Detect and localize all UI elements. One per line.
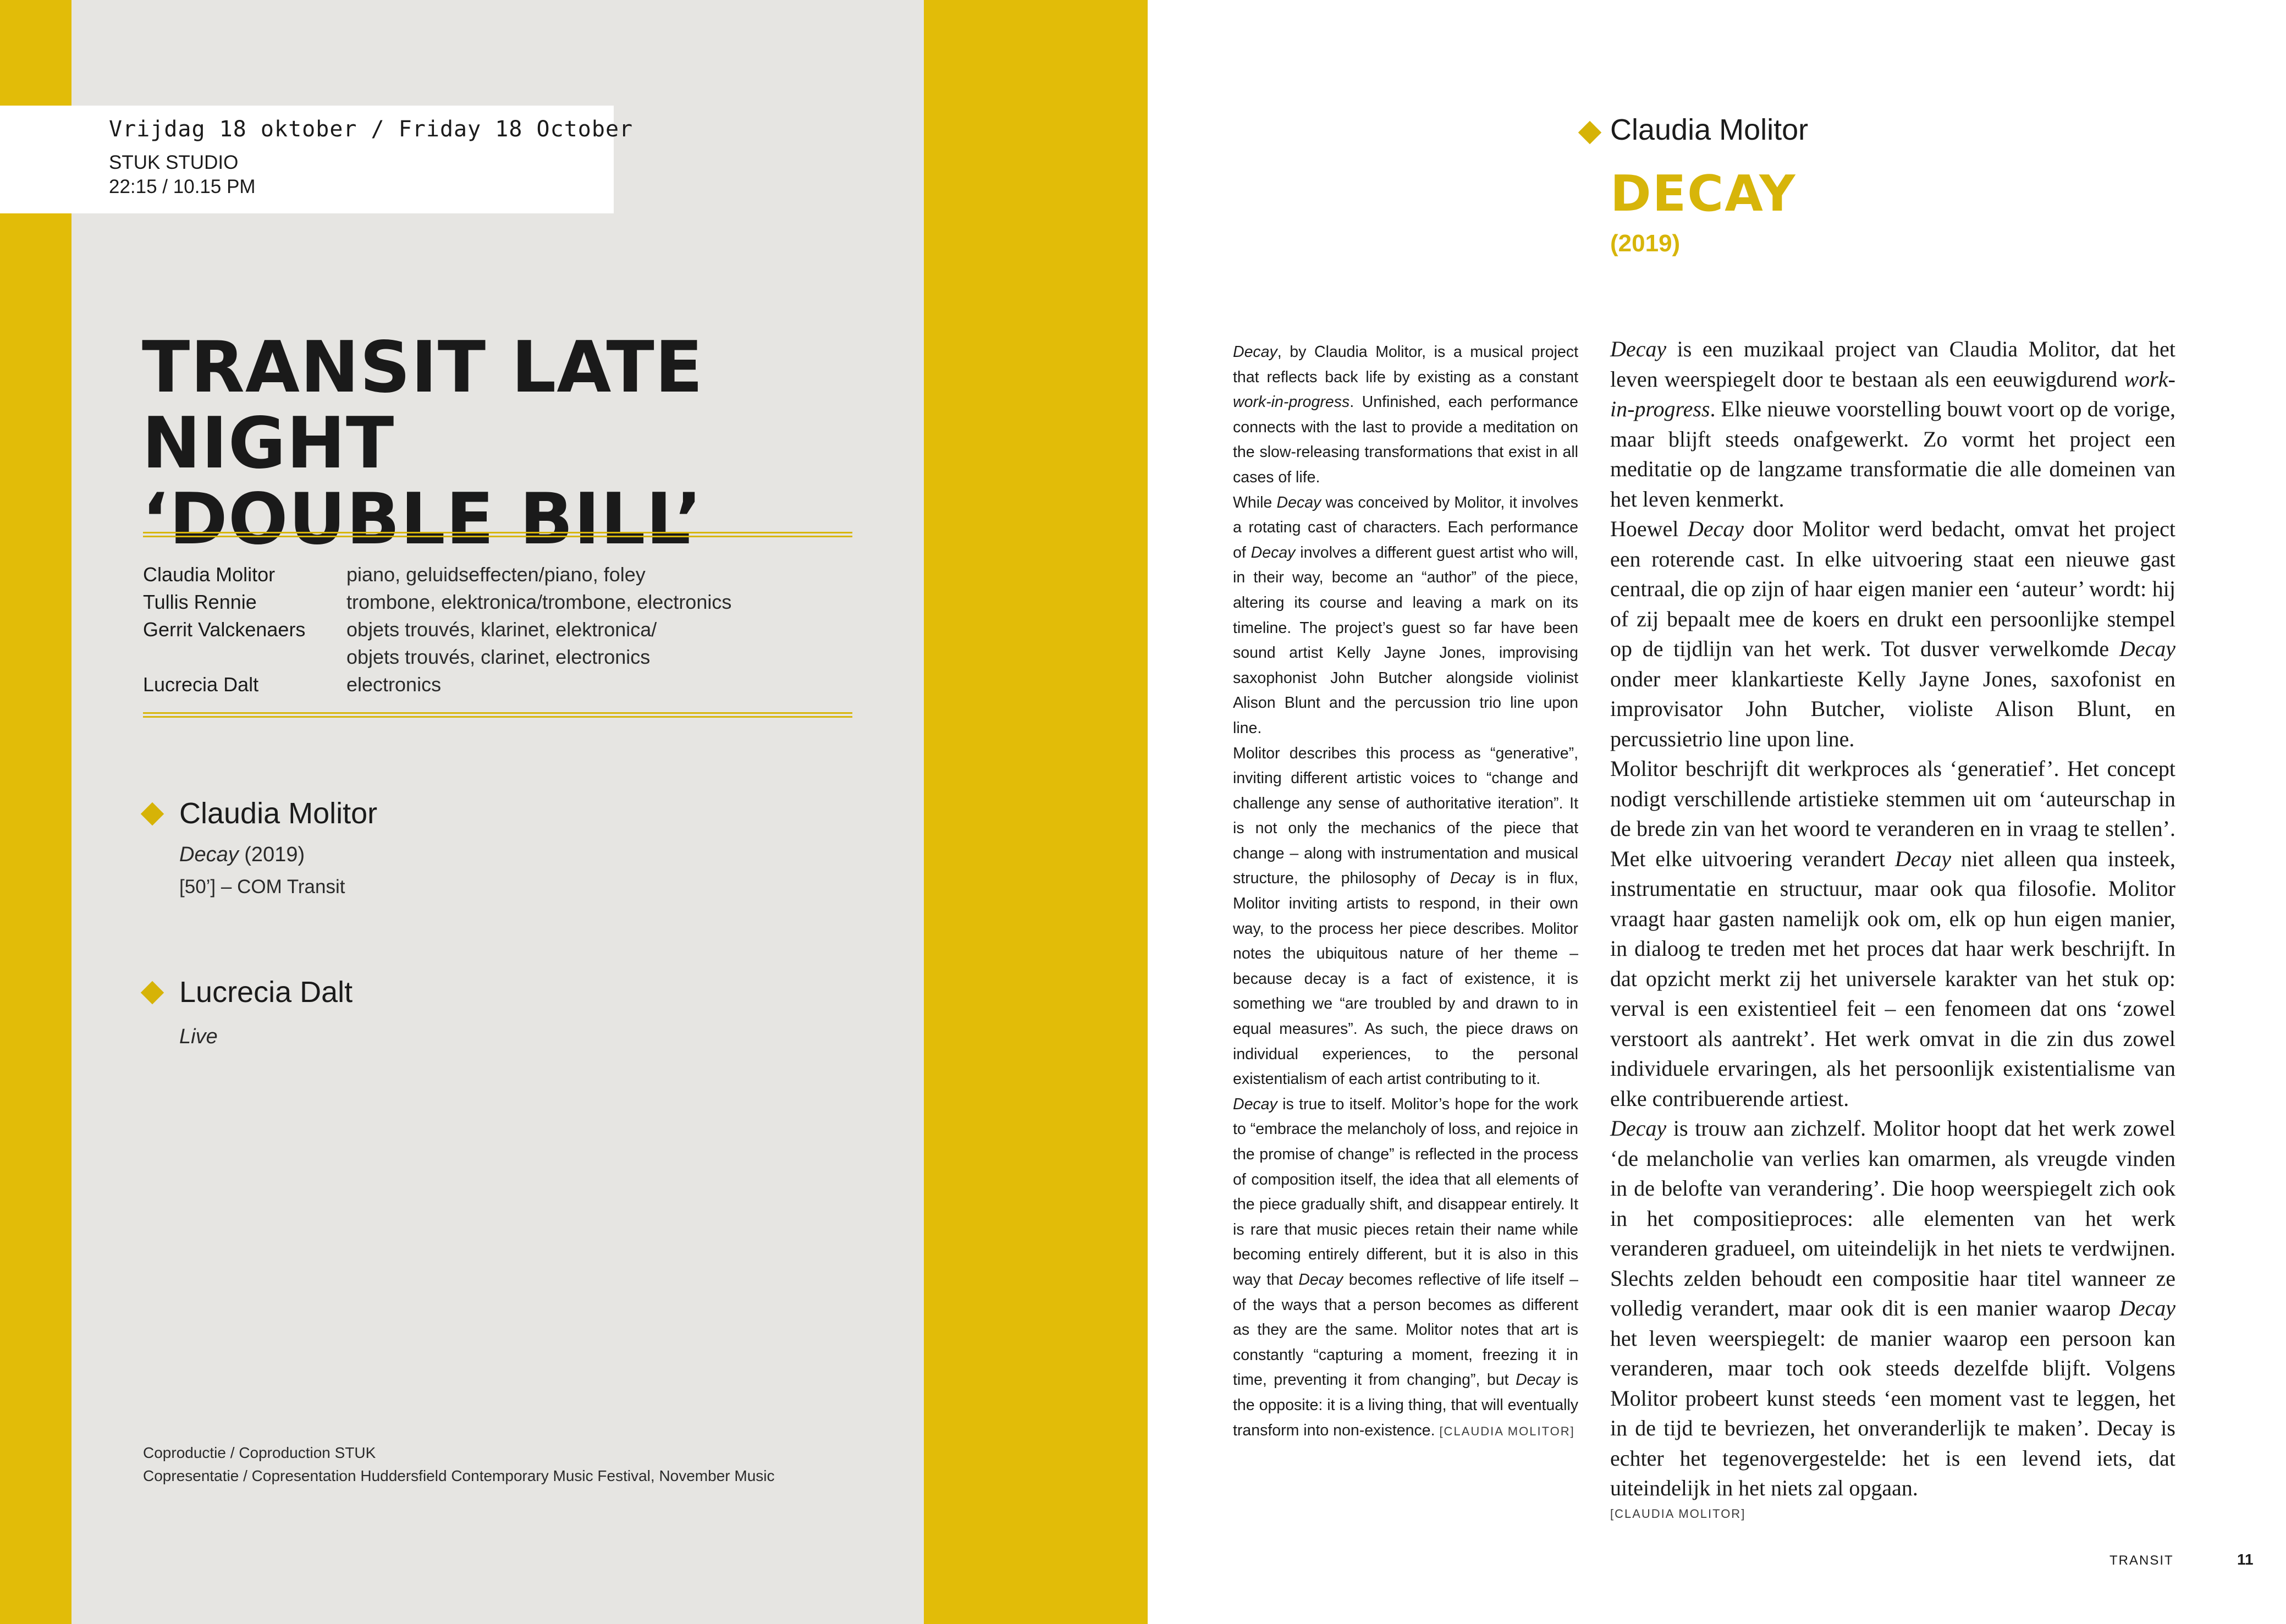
english-paragraph [1233,1092,1578,1444]
article-year: (2019) [1610,230,1681,257]
english-text-run: is true to itself. Molitor’s hope for the work to “embrace the melancholy of loss, and rejoice in the promise of change” is reflected in the process of composition itself, the idea that all elements of the piece gradually shift, and disappear entirely. It is rare that music pieces retain their name while becoming entirely different, but it is also in this way that [1233,1095,1578,1289]
dutch-signature: [CLAUDIA MOLITOR] [1610,1507,1746,1521]
program-composer: Claudia Molitor [179,797,378,830]
page-title [142,327,912,561]
dutch-text-run: Decay [1687,516,1744,541]
dutch-text-column [1610,334,2175,1504]
divider-bottom [143,712,852,718]
dutch-text-run: het leven weerspiegelt: de manier waarop een persoon kan veranderen, maar toch ook steeds dezelfde blijft. Volgens Molitor probeert kunst steeds ‘een moment vast te leggen, het in de tijd te bevriezen, het onveranderlijk te maken’. Decay is echter het tegenovergestelde: het is een levend iets, dat uiteindelijk in het niets zal opgaan. [1610,1325,2175,1500]
page-number: 11 [2237,1551,2254,1568]
english-text-run: is in flux, Molitor inviting artists to respond, in their own way, to the process her piece describes. Molitor notes the ubiquitous nature of her theme – because decay is a fact of existence, it is something we “are troubled by and drawn to in equal measures”. As such, the piece draws on individual experiences, to the personal existentialism of each artist contributing to it. [1233,869,1578,1088]
english-text-column [1233,340,1578,1444]
dutch-text-run: onder meer klankartieste Kelly Jayne Jones, saxofonist en improvisator John Butcher, violiste Alison Blunt, en percussietrio line upon line. [1610,666,2175,751]
dutch-text-run: is een muzikaal project van Claudia Molitor, dat het leven weerspiegelt door te bestaan als een eeuwigdurend [1610,337,2175,392]
event-time: 22:15 / 10.15 PM [109,176,256,197]
english-text-run: involves a different guest artist who will, in their way, become an “author” of the piece, altering its course and leaving a mark on its timeline. The project’s guest so far have been sound artist Kelly Jayne Jones, improvising saxophonist John Butcher alongside violinist Alison Blunt and the percussion trio line upon line. [1233,543,1579,737]
article-title: DECAY [1610,165,1797,223]
credit-copresentation: Copresentatie / Copresentation Huddersfield Contemporary Music Festival, November Music [143,1467,775,1484]
english-text-run: Decay [1233,343,1277,361]
cast-role: objets trouvés, klarinet, elektronica/ [346,618,657,641]
program-work-year: (2019) [238,843,305,866]
credit-coproduction: Coproductie / Coproduction STUK [143,1444,376,1461]
english-text-run: work-in-progress [1233,393,1350,411]
dutch-text-run: Decay [2119,1296,2175,1320]
article-composer: Claudia Molitor [1610,113,1809,146]
center-accent-bar [924,0,1148,1624]
english-text-run: Decay [1298,1270,1343,1289]
dutch-text-run: Decay [1894,846,1952,871]
program-work [179,843,305,867]
program-composer: Lucrecia Dalt [179,976,353,1009]
dutch-text-run: work-in-progress [1610,366,2175,421]
event-venue: STUK STUDIO [109,152,239,173]
dutch-paragraph [1610,514,2175,754]
dutch-paragraph [1610,754,2175,1114]
english-text-run: Decay [1251,543,1296,561]
cast-role: electronics [346,673,442,696]
cast-role: piano, geluidseffecten/piano, foley [346,563,646,586]
title-line-1: TRANSIT LATE NIGHT [142,327,704,485]
english-text-run: Decay [1450,869,1495,888]
event-date: Vrijdag 18 oktober / Friday 18 October [109,117,634,142]
cast-name: Claudia Molitor [143,563,276,586]
dutch-text-run: . Elke nieuwe voorstelling bouwt voort op de vorige, maar blijft steeds onafgewerkt. Zo vormt het project een meditatie op de langzame transformatie die alle domeinen van het leven kenmerkt. [1610,397,2175,511]
english-paragraph [1233,741,1578,1092]
english-text-run: Decay [1276,493,1321,511]
program-detail: [50’] – COM Transit [179,876,345,898]
english-text-run: While [1233,493,1277,511]
english-paragraph [1233,491,1578,741]
english-text-run: [CLAUDIA MOLITOR] [1439,1424,1575,1438]
cast-name: Tullis Rennie [143,591,257,613]
english-text-run: Decay [1516,1371,1560,1389]
dutch-text-run: door Molitor werd bedacht, omvat het project een roterende cast. In elke uitvoering staat een nieuwe gast centraal, die op zijn of haar eigen manier een ‘auteur’ wordt: hij of zij bepaalt mee de koers en drukt een persoonlijke stempel op de tijdlijn van het werk. Tot dusver verwelkomde [1610,516,2175,661]
english-text-run: Decay [1233,1095,1277,1113]
dutch-text-run: Molitor beschrijft dit werkproces als ‘generatief’. Het concept nodigt verschillende artistieke stemmen uit om ‘auteurschap in de brede zin van het woord te veranderen en in vraag te stellen’. Met elke uitvoering verandert [1610,756,2175,871]
program-work-title: Decay [179,843,239,866]
dutch-paragraph [1610,334,2175,514]
title-line-2: ‘DOUBLE BILL’ [142,478,703,561]
english-text-run: was conceived by Molitor, it involves a rotating cast of characters. Each performance of [1233,493,1578,561]
dutch-text-run: Hoewel [1610,516,1688,541]
english-text-run: . Unfinished, each performance connects with the last to provide a meditation on the slow-releasing transformations that exist in all cases of life. [1233,393,1578,486]
dutch-text-run: is trouw aan zichzelf. Molitor hoopt dat het werk zowel ‘de melancholie van verlies kan omarmen, als vreugde vinden in de belofte van verandering’. Die hoop weerspiegelt zich ook in het compositieproces: alle elementen van het werk veranderen gradueel, om uiteindelijk in het niets te verdwijnen. Slechts zelden behoudt een compositie haar titel wanneer ze volledig verandert, maar ook dit is een manier waarop [1610,1116,2175,1320]
dutch-paragraph [1610,1114,2175,1504]
english-text-run: Molitor describes this process as “generative”, inviting different artistic voices to “change and challenge any sense of authoritative iteration”. It is not only the mechanics of the piece that change – along with instrumentation and musical structure, the philosophy of [1233,744,1578,888]
cast-role: trombone, elektronica/trombone, electronics [346,591,732,613]
dutch-text-run: niet alleen qua insteek, instrumentatie en structuur, maar ook qua filosofie. Molitor vraagt haar gasten namelijk ook om, elk op hun eigen manier, in dialoog te treden met het proces dat haar werk beschrijft. In dat opzicht merkt zij het universele karakter van het stuk op: verval is een existentieel feit – een fenomeen dat ons ‘zowel verstoort als aantrekt’. Het werk omvat in die zin dus zowel individuele ervaringen, als het persoonlijk existentialisme van elke contribuerende artiest. [1610,846,2175,1111]
cast-name: Lucrecia Dalt [143,673,259,696]
left-accent-bar [0,0,71,1624]
footer-label: TRANSIT [2109,1553,2174,1568]
dutch-text-run: Decay [1610,337,1667,361]
dutch-text-run: Decay [1610,1116,1667,1141]
english-paragraph [1233,340,1578,491]
english-text-run: becomes reflective of life itself – of the ways that a person becomes as different as they are the same. Molitor notes that art is constantly “capturing a moment, freezing it in time, preventing it from changing”, but [1233,1270,1578,1389]
program-work: Live [179,1025,218,1048]
divider-top [143,532,852,537]
english-text-run: is the opposite: it is a living thing, that will eventually transform into non-existence. [1233,1371,1578,1439]
cast-name: Gerrit Valckenaers [143,618,306,641]
english-text-run: , by Claudia Molitor, is a musical project that reflects back life by existing as a constant [1233,343,1578,386]
dutch-text-run: Decay [2119,636,2175,661]
cast-role: objets trouvés, clarinet, electronics [346,646,651,668]
